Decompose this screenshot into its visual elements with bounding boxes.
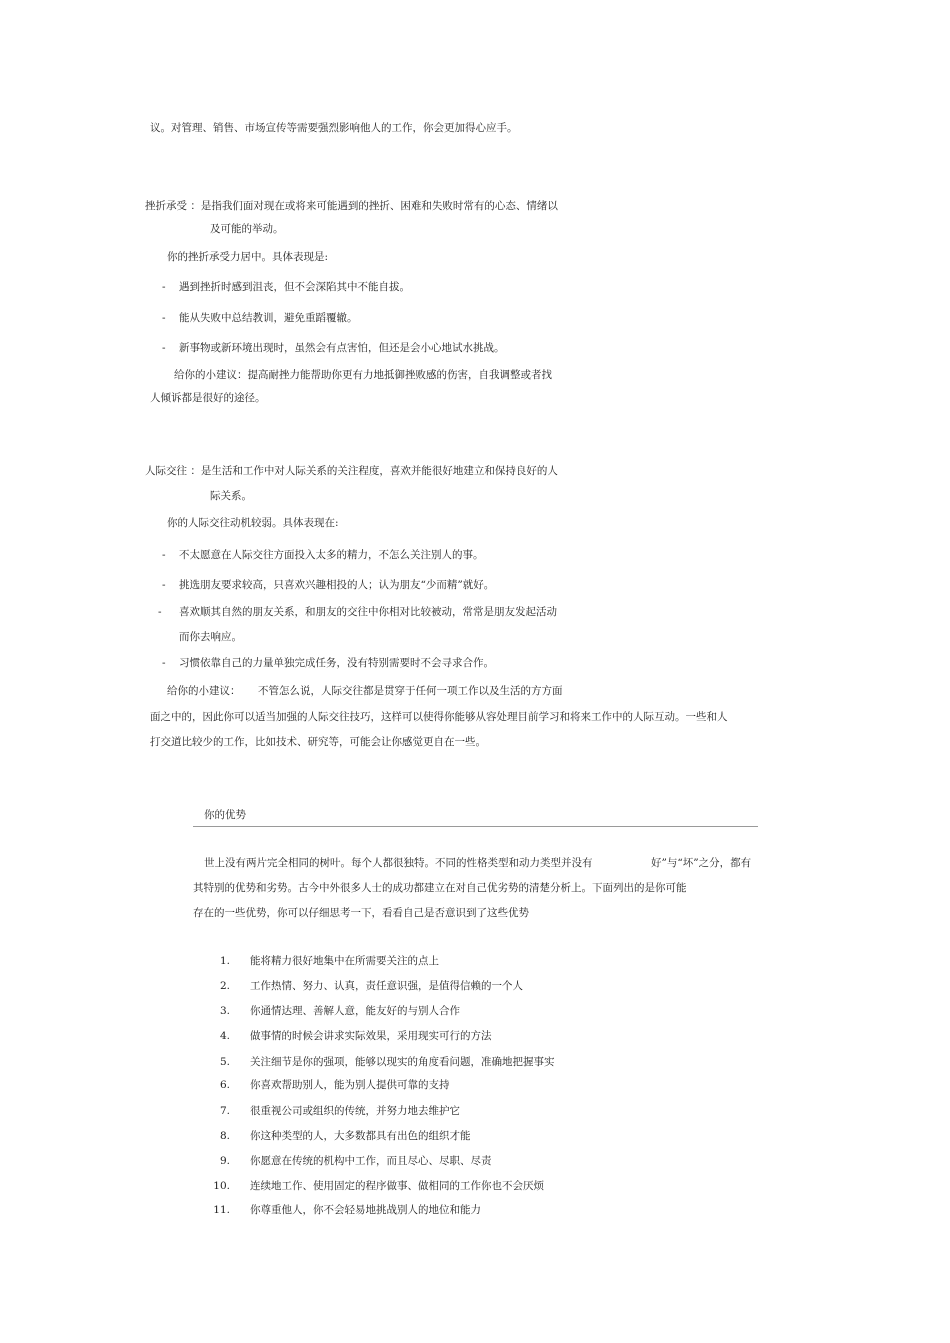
social-item-cont: 而你去响应。 (179, 631, 242, 643)
list-item: 连续地工作、使用固定的程序做事、做相同的工作你也不会厌烦 (250, 1180, 544, 1192)
bullet-dash: - (162, 657, 166, 669)
social-advice: 不管怎么说，人际交往都是贯穿于任何一项工作以及生活的方方面 (258, 685, 563, 697)
social-advice-cont: 面之中的，因此你可以适当加强的人际交往技巧，这样可以使得你能够从容处理目前学习和将来工作中的人际互动。一些和人 (150, 711, 728, 723)
heading-divider (193, 826, 758, 827)
frustration-advice-cont: 人倾诉都是很好的途径。 (150, 392, 266, 404)
frustration-summary: 你的挫折承受力居中。具体表现是: (167, 251, 329, 263)
social-item: 挑选朋友要求较高，只喜欢兴趣相投的人；认为朋友“少而精”就好。 (179, 579, 495, 591)
list-item-number: 10. (213, 1180, 230, 1192)
social-definition: 人际交往 ：是生活和工作中对人际关系的关注程度，喜欢并能很好地建立和保持良好的人 (145, 465, 558, 477)
list-item-number: 3. (219, 1005, 230, 1017)
list-item-number: 2. (219, 980, 230, 992)
bullet-dash: - (162, 549, 166, 561)
list-item-number: 6. (219, 1079, 230, 1091)
list-item: 你这种类型的人，大多数都具有出色的组织才能 (250, 1130, 471, 1142)
social-advice-cont: 打交道比较少的工作，比如技术、研究等，可能会让你感觉更自在一些。 (150, 736, 486, 748)
strengths-paragraph-cont: 其特别的优势和劣势。古今中外很多人士的成功都建立在对自己优劣势的清楚分析上。下面列出的是你可能 (193, 882, 687, 894)
list-item: 很重视公司或组织的传统，并努力地去维护它 (250, 1105, 460, 1117)
strengths-paragraph: 世上没有两片完全相同的树叶。每个人都很独特。不同的性格类型和动力类型并没有 (204, 857, 593, 869)
social-item: 习惯依靠自己的力量单独完成任务，没有特别需要时不会寻求合作。 (179, 657, 494, 669)
bullet-dash: - (162, 312, 166, 324)
social-item: 喜欢顺其自然的朋友关系，和朋友的交往中你相对比较被动，常常是朋友发起活动 (179, 606, 557, 618)
frustration-definition-cont: 及可能的举动。 (210, 223, 284, 235)
list-item-number: 11. (213, 1204, 230, 1216)
list-item-number: 8. (219, 1130, 230, 1142)
social-item: 不太愿意在人际交往方面投入太多的精力，不怎么关注别人的事。 (179, 549, 484, 561)
bullet-dash: - (162, 281, 166, 293)
list-item: 你尊重他人，你不会轻易地挑战别人的地位和能力 (250, 1204, 481, 1216)
bullet-dash: - (162, 579, 166, 591)
list-item-number: 4. (219, 1030, 230, 1042)
strengths-paragraph-tail: 好”与“坏”之分，都有 (651, 857, 752, 869)
list-item-number: 7. (219, 1105, 230, 1117)
list-item: 你喜欢帮助别人，能为别人提供可靠的支持 (250, 1079, 450, 1091)
list-item: 你愿意在传统的机构中工作，而且尽心、尽职、尽责 (250, 1155, 492, 1167)
frustration-advice: 给你的小建议：提高耐挫力能帮助你更有力地抵御挫败感的伤害，自我调整或者找 (174, 369, 552, 381)
social-definition-cont: 际关系。 (210, 490, 252, 502)
bullet-dash: - (162, 342, 166, 354)
list-item: 能将精力很好地集中在所需要关注的点上 (250, 955, 439, 967)
list-item: 关注细节是你的强项，能够以现实的角度看问题，准确地把握事实 (250, 1056, 555, 1068)
intro-line: 议。对管理、销售、市场宣传等需要强烈影响他人的工作，你会更加得心应手。 (150, 122, 518, 134)
frustration-item: 能从失败中总结教训，避免重蹈覆辙。 (179, 312, 358, 324)
social-advice-label: 给你的小建议： (167, 685, 241, 697)
frustration-definition: 挫折承受 ：是指我们面对现在或将来可能遇到的挫折、困难和失败时常有的心态、情绪以 (145, 200, 558, 212)
bullet-dash: - (158, 606, 162, 618)
frustration-item: 新事物或新环境出现时，虽然会有点害怕，但还是会小心地试水挑战。 (179, 342, 505, 354)
list-item: 工作热情、努力、认真，责任意识强，是值得信赖的一个人 (250, 980, 523, 992)
social-summary: 你的人际交往动机较弱。具体表现在: (167, 517, 339, 529)
strengths-paragraph-cont: 存在的一些优势，你可以仔细思考一下，看看自己是否意识到了这些优势 (193, 907, 529, 919)
list-item-number: 1. (219, 955, 230, 967)
list-item-number: 9. (219, 1155, 230, 1167)
list-item-number: 5. (219, 1056, 230, 1068)
section-heading: 你的优势 (204, 809, 246, 821)
list-item: 做事情的时候会讲求实际效果，采用现实可行的方法 (250, 1030, 492, 1042)
frustration-item: 遇到挫折时感到沮丧，但不会深陷其中不能自拔。 (179, 281, 410, 293)
list-item: 你通情达理、善解人意，能友好的与别人合作 (250, 1005, 460, 1017)
